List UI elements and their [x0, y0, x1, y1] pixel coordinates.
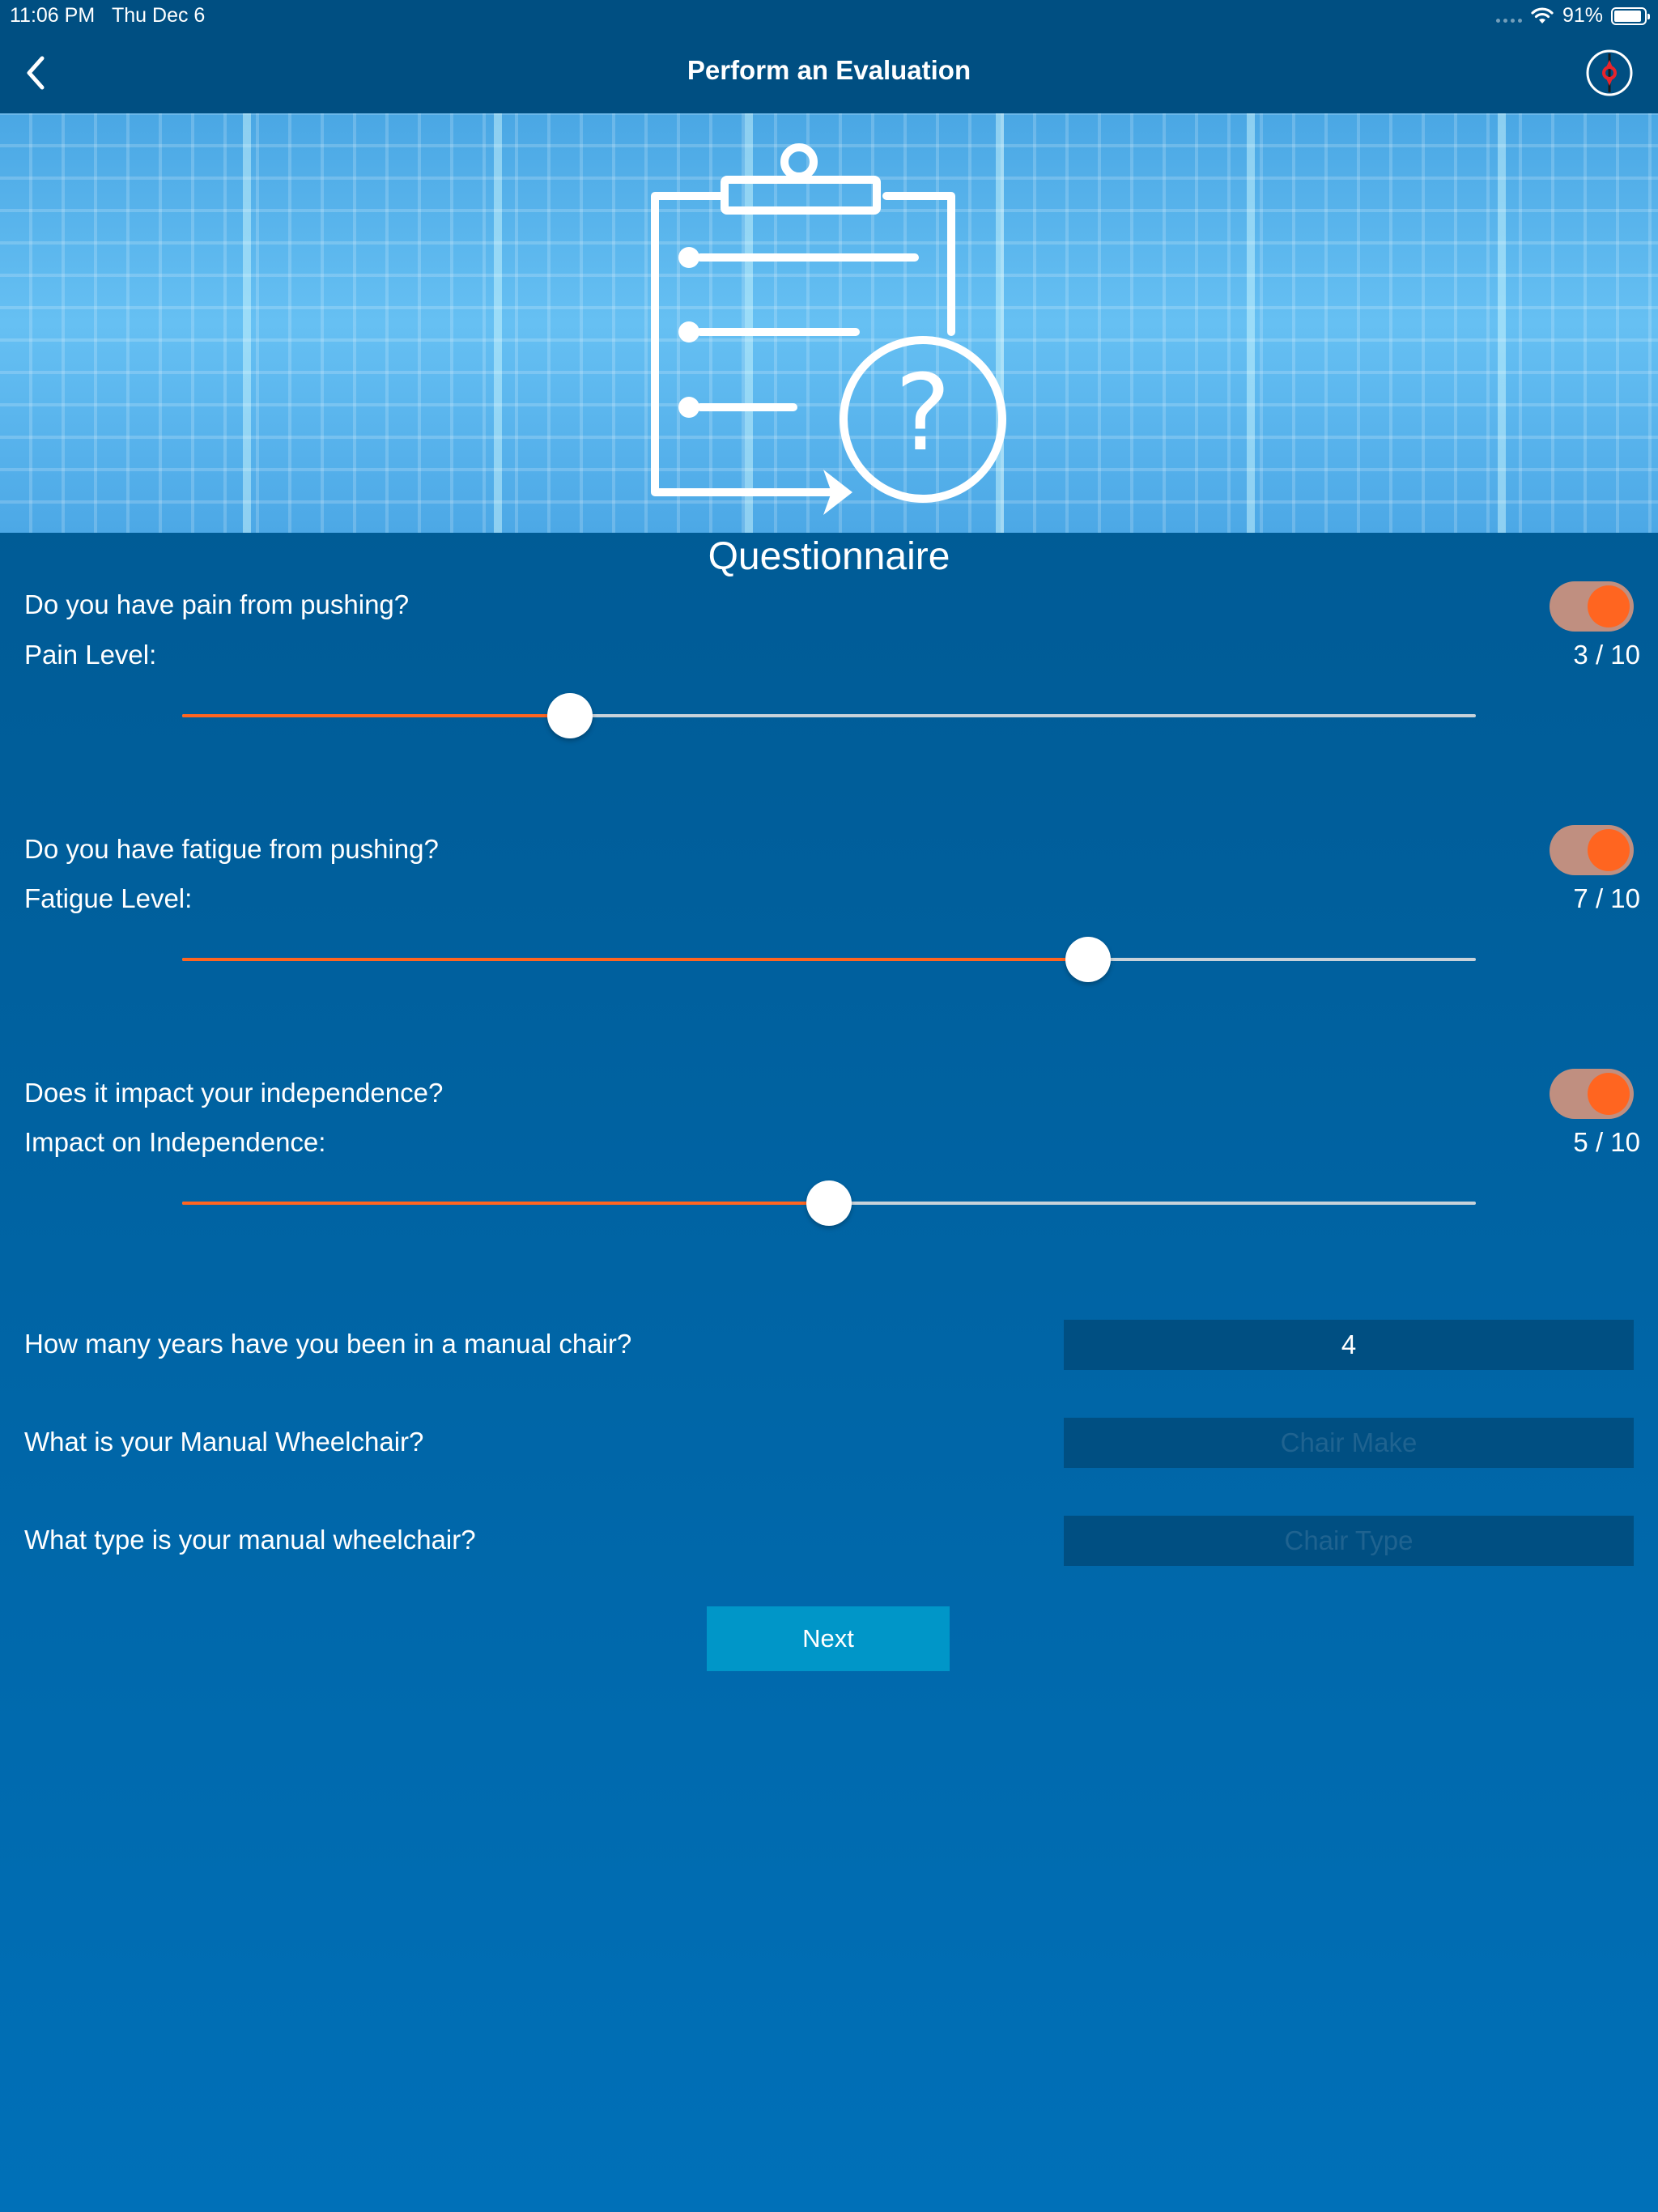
slider-fill	[182, 958, 1088, 961]
wheelchair-type-input[interactable]	[1064, 1516, 1634, 1566]
pain-question-label: Do you have pain from pushing?	[24, 589, 410, 619]
fatigue-level-slider[interactable]	[182, 935, 1476, 984]
wifi-icon	[1530, 6, 1554, 26]
status-date: Thu Dec 6	[112, 4, 206, 27]
independence-question-label: Does it impact your independence?	[24, 1078, 444, 1108]
wheelchair-type-label: What type is your manual wheelchair?	[24, 1525, 476, 1555]
slider-thumb[interactable]	[806, 1180, 852, 1226]
slider-thumb[interactable]	[1065, 937, 1111, 982]
independence-level-label: Impact on Independence:	[24, 1127, 326, 1157]
questionnaire-banner	[0, 113, 1658, 533]
compass-logo-icon[interactable]	[1585, 49, 1634, 97]
battery-icon	[1611, 7, 1647, 25]
years-in-chair-input[interactable]	[1064, 1320, 1634, 1370]
toggle-knob	[1588, 585, 1630, 627]
cellular-signal-icon	[1496, 6, 1522, 26]
fatigue-level-value: 7 / 10	[1573, 883, 1640, 913]
independence-level-value: 5 / 10	[1573, 1127, 1640, 1157]
battery-percent: 91%	[1562, 4, 1603, 27]
wheelchair-make-input[interactable]	[1064, 1418, 1634, 1468]
status-time: 11:06 PM	[10, 4, 96, 27]
pain-toggle[interactable]	[1550, 581, 1634, 632]
page-title: Perform an Evaluation	[687, 55, 971, 85]
section-title: Questionnaire	[708, 535, 950, 578]
clipboard-question-icon	[644, 130, 1016, 518]
fatigue-toggle[interactable]	[1550, 825, 1634, 875]
next-button[interactable]: Next	[707, 1606, 950, 1671]
pain-level-label: Pain Level:	[24, 640, 157, 670]
pain-level-slider[interactable]	[182, 691, 1476, 740]
slider-fill	[182, 714, 570, 717]
toggle-knob	[1588, 829, 1630, 871]
wheelchair-make-label: What is your Manual Wheelchair?	[24, 1427, 424, 1457]
navigation-bar	[0, 32, 1658, 113]
toggle-knob	[1588, 1073, 1630, 1115]
svg-text:?: ?	[895, 351, 951, 474]
status-bar	[0, 0, 1658, 32]
slider-thumb[interactable]	[547, 693, 593, 738]
status-indicators	[1496, 4, 1647, 28]
pain-level-value: 3 / 10	[1573, 640, 1640, 670]
fatigue-level-label: Fatigue Level:	[24, 883, 193, 913]
independence-level-slider[interactable]	[182, 1179, 1476, 1227]
independence-toggle[interactable]	[1550, 1069, 1634, 1119]
battery-fill	[1614, 11, 1641, 22]
fatigue-question-label: Do you have fatigue from pushing?	[24, 834, 439, 864]
years-in-chair-label: How many years have you been in a manual chair?	[24, 1329, 632, 1359]
slider-fill	[182, 1202, 829, 1205]
